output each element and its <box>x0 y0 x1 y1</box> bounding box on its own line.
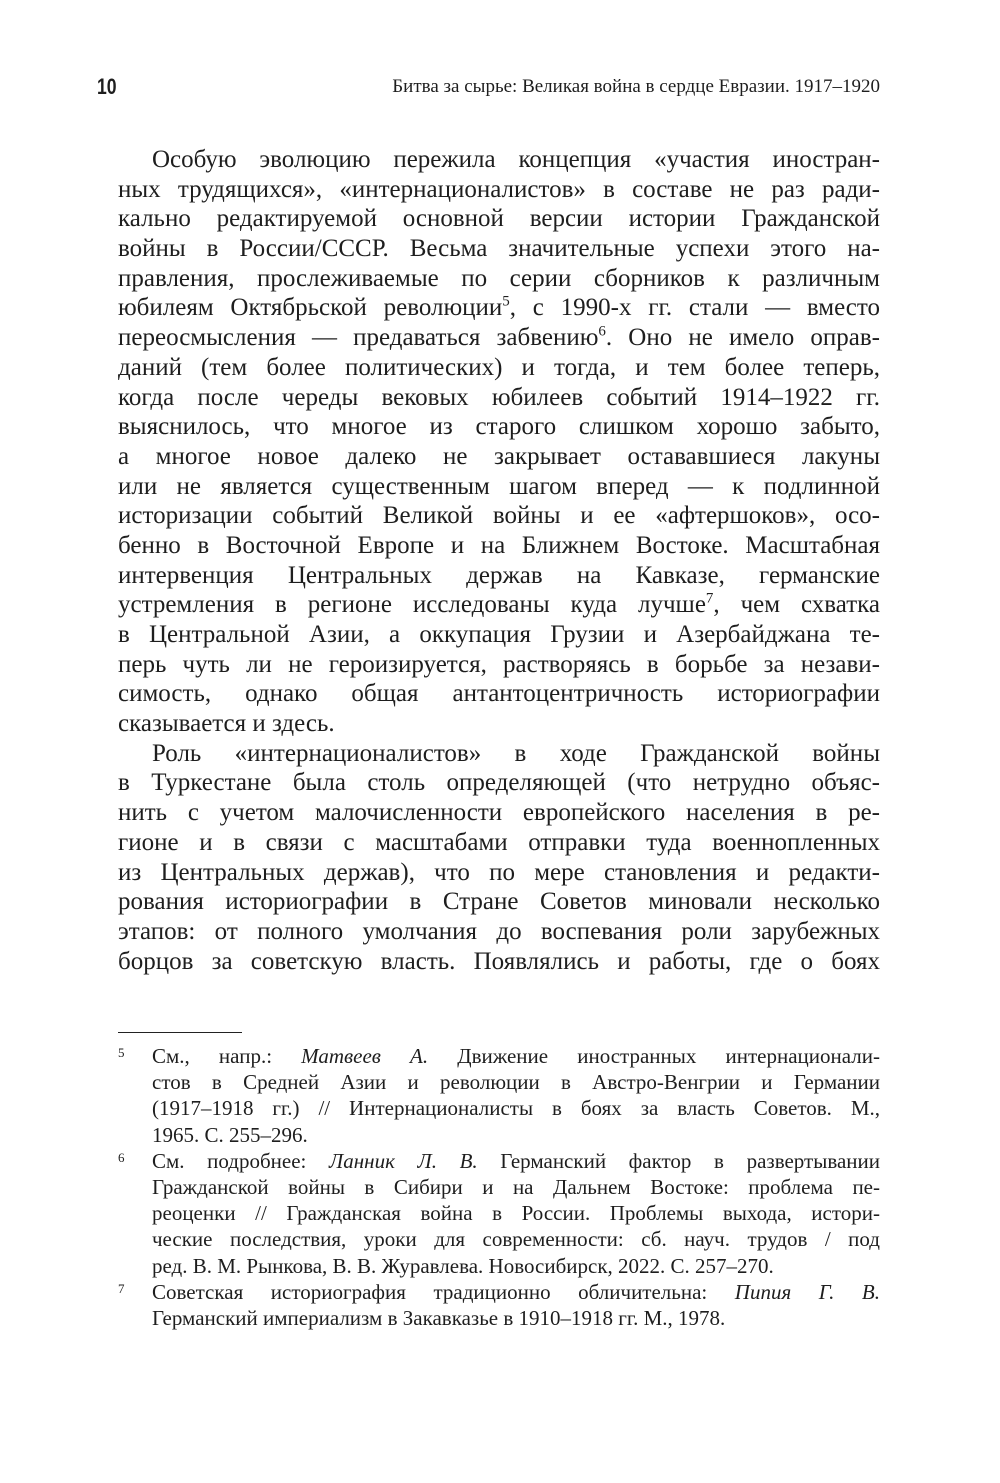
text-run: когда после череды вековых юбилеев событий 1914–1922 гг. <box>118 383 880 411</box>
text-line <box>118 768 880 798</box>
text-run: кально редактируемой основной версии истории Гражданской <box>118 205 880 233</box>
text-run: . Оно не имело оправ- <box>605 324 880 352</box>
text-line <box>118 234 880 264</box>
text-run: Германский империализм в Закавказье в 1910–1918 гг. М., 1978. <box>152 1305 726 1330</box>
text-line <box>118 293 880 323</box>
footnote-line <box>152 1122 880 1148</box>
text-run: бенно в Восточной Европе и на Ближнем Востоке. Масштабная <box>118 531 880 559</box>
text-run: в Центральной Азии, а оккупация Грузии и Азербайджана те- <box>118 621 880 648</box>
text-line <box>118 917 880 947</box>
text-line <box>118 175 880 205</box>
text-run: симость, однако общая антантоцентричность историографии <box>118 680 880 708</box>
text-run: переосмысления — предаваться забвению <box>118 324 599 352</box>
text-line <box>118 353 880 383</box>
text-run: Гражданской войны в Сибири и на Дальнем Востоке: проблема пе- <box>152 1174 880 1199</box>
text-run: борцов за советскую власть. Появлялись и работы, где о боях <box>118 947 880 975</box>
text-line <box>118 709 880 739</box>
footnote-line <box>152 1043 880 1069</box>
text-line <box>118 828 880 858</box>
text-run: Роль «интернационалистов» в ходе Гражданской войны <box>152 739 880 767</box>
footnote-line <box>152 1200 880 1226</box>
footnote-number: 5 <box>118 1045 125 1060</box>
author-name: Матвеев А. <box>301 1044 429 1068</box>
text-run: , чем схватка <box>713 591 880 619</box>
footnote-line <box>152 1253 880 1279</box>
text-line <box>118 412 880 442</box>
text-run: ред. В. М. Рынкова, В. В. Журавлева. Новосибирск, 2022. С. 257–270. <box>152 1253 774 1278</box>
text-line <box>118 442 880 472</box>
text-run: ческие последствия, уроки для современности: сб. науч. трудов / под <box>152 1227 880 1252</box>
text-run: Германский фактор в развертывании <box>477 1148 880 1173</box>
footnote-line <box>152 1069 880 1095</box>
text-run: юбилеям Октябрьской революции <box>118 294 503 322</box>
text-line <box>118 887 880 917</box>
text-run: интервенция Центральных держав на Кавказе, германские <box>118 561 880 589</box>
text-line <box>118 947 880 977</box>
text-line <box>118 383 880 413</box>
text-run: а многое новое далеко не закрывает остававшиеся лакуны <box>118 442 880 470</box>
page-number: 10 <box>97 74 117 99</box>
footnote <box>118 1148 880 1279</box>
footnote-line <box>152 1148 880 1174</box>
text-run: реоценки // Гражданская война в России. Проблемы выхода, истори- <box>152 1201 880 1226</box>
text-run: ных трудящихся», «интернационалистов» в составе не раз ради- <box>118 175 880 203</box>
running-title: Битва за сырье: Великая война в сердце Евразии. 1917–1920 <box>392 76 880 97</box>
text-run: даний (тем более политических) и тогда, и тем более теперь, <box>118 353 880 381</box>
text-line <box>118 650 880 680</box>
footnote <box>118 1043 880 1148</box>
footnote-line <box>152 1095 880 1121</box>
author-name: Ланник Л. В. <box>329 1148 478 1173</box>
text-line <box>118 679 880 709</box>
footnote-line <box>152 1174 880 1200</box>
text-line <box>118 858 880 888</box>
paragraph <box>118 145 880 739</box>
text-run: Особую эволюцию пережила концепция «участия иностран- <box>152 146 880 173</box>
footnote-number: 6 <box>118 1149 125 1165</box>
text-line <box>118 264 880 294</box>
text-run: историзации событий Великой войны и ее «афтершоков», осо- <box>118 502 880 530</box>
text-line <box>118 204 880 234</box>
text-line <box>118 620 880 650</box>
text-run: (1917–1918 гг.) // Интернационалисты в боях за власть Советов. М., <box>152 1096 880 1121</box>
text-run: стов в Средней Азии и революции в Австро-Венгрии и Германии <box>152 1070 880 1095</box>
text-line <box>118 531 880 561</box>
text-line <box>118 501 880 531</box>
text-line <box>118 561 880 591</box>
text-run: рования историографии в Стране Советов миновали несколько <box>118 888 880 916</box>
footnote-line <box>152 1226 880 1252</box>
footnote <box>118 1279 880 1331</box>
text-run: Движение иностранных интернационали- <box>428 1044 880 1068</box>
footnote-number: 7 <box>118 1280 125 1296</box>
text-line <box>118 798 880 828</box>
text-run: нить с учетом малочисленности европейского населения в ре- <box>118 799 880 827</box>
footnote-separator <box>118 1032 242 1033</box>
text-run: устремления в регионе исследованы куда лучше <box>118 591 706 619</box>
paragraph <box>118 739 880 977</box>
footnote-ref: 7 <box>705 590 714 607</box>
text-run: перь чуть ли не героизируется, растворяясь в борьбе за незави- <box>118 650 880 678</box>
text-line <box>118 472 880 502</box>
author-name: Пипия Г. В. <box>734 1279 880 1304</box>
footnote-line <box>152 1279 880 1305</box>
body-text <box>118 145 880 976</box>
text-run: сказывается и здесь. <box>118 710 335 738</box>
text-run: См., напр.: <box>152 1044 302 1068</box>
text-run: выяснилось, что многое из старого слишком хорошо забыто, <box>118 413 880 441</box>
text-line <box>118 739 880 769</box>
text-run: См. подробнее: <box>152 1148 330 1173</box>
text-line <box>118 590 880 620</box>
text-run: войны в России/СССР. Весьма значительные успехи этого на- <box>118 235 880 263</box>
text-run: гионе и в связи с масштабами отправки туда военнопленных <box>118 828 880 856</box>
footnotes <box>118 1043 880 1331</box>
text-run: или не является существенным шагом вперед — к подлинной <box>118 472 880 500</box>
text-line <box>118 323 880 353</box>
text-run: в Туркестане была столь определяющей (что нетрудно объяс- <box>118 769 880 797</box>
text-run: этапов: от полного умолчания до воспевания роли зарубежных <box>118 917 880 945</box>
text-line <box>118 145 880 175</box>
text-run: , с 1990-х гг. стали — вместо <box>509 294 880 322</box>
text-run: правления, прослеживаемые по серии сборников к различным <box>118 264 880 292</box>
text-run: из Центральных держав), что по мере становления и редакти- <box>118 858 880 886</box>
footnote-ref: 6 <box>598 323 606 340</box>
text-run: 1965. С. 255–296. <box>152 1122 308 1147</box>
text-run: Советская историография традиционно обличительна: <box>152 1279 735 1304</box>
footnote-ref: 5 <box>502 294 510 311</box>
footnote-line <box>152 1305 880 1331</box>
